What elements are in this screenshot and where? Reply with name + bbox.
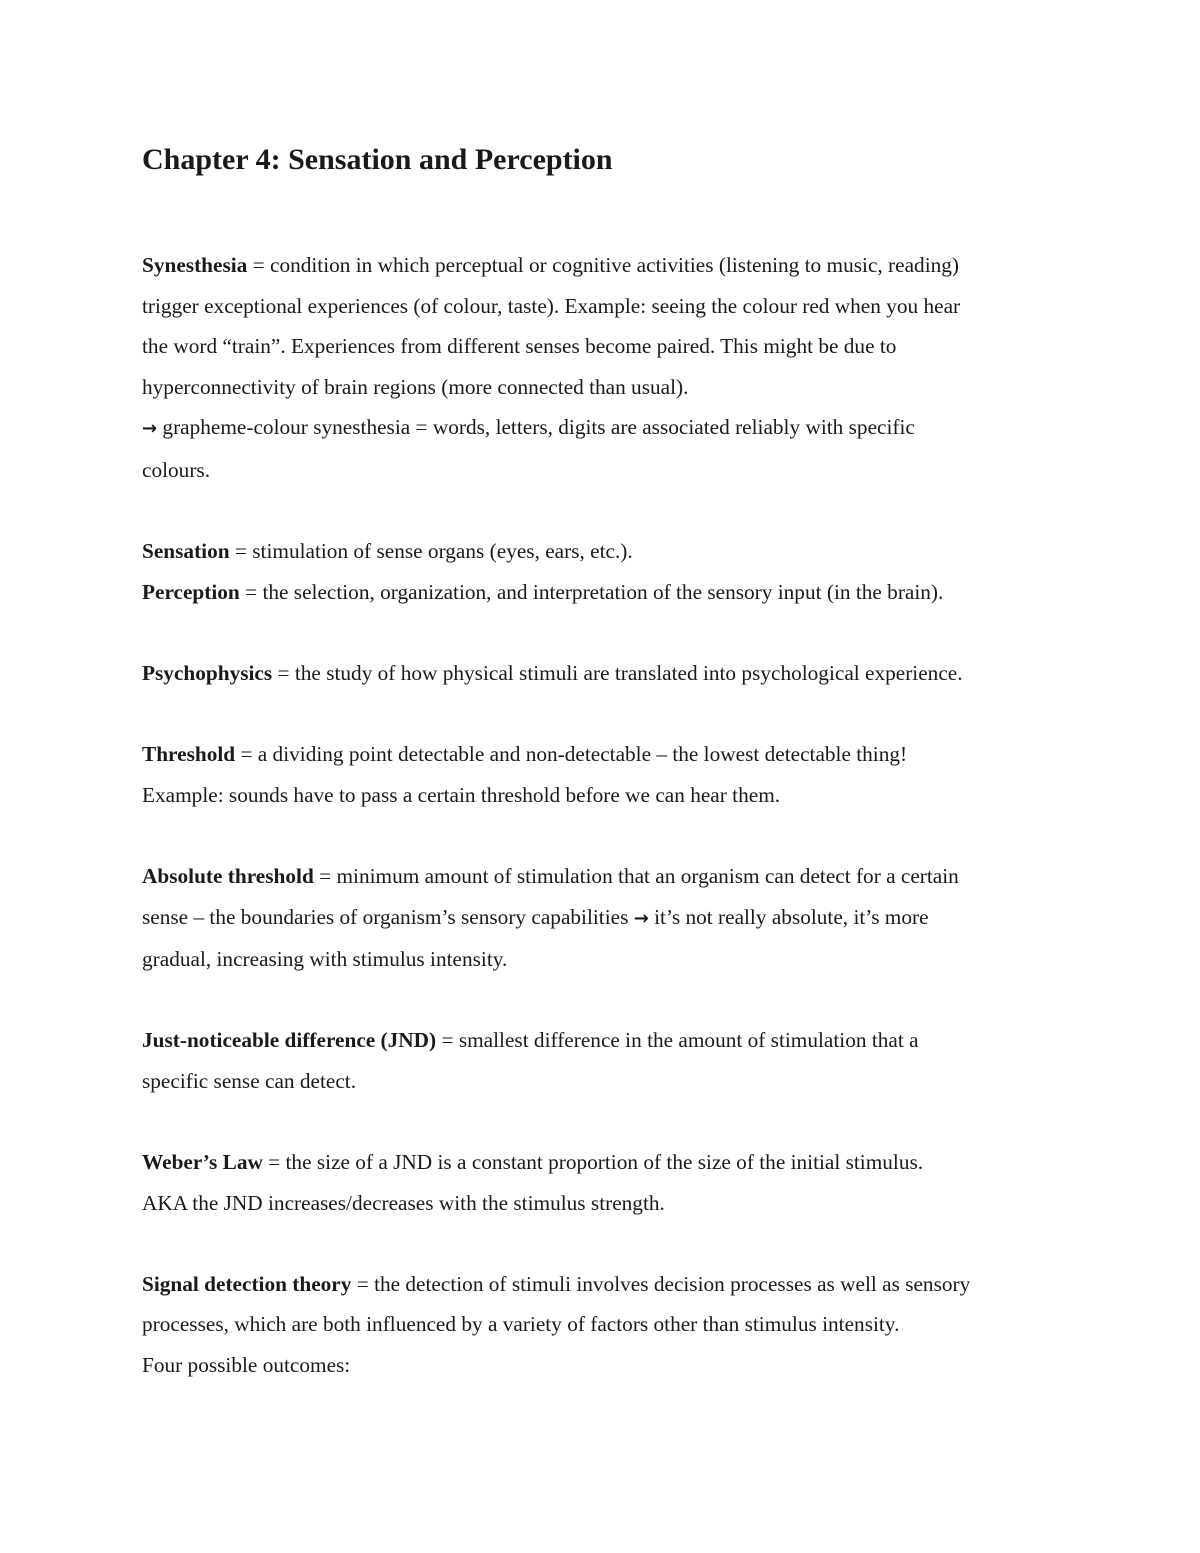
definition-text: sense – the boundaries of organism’s sensory capabilities <box>142 904 634 929</box>
webers-law-paragraph <box>142 1142 1072 1223</box>
chapter-title: Chapter 4: Sensation and Perception <box>142 143 613 176</box>
document-body <box>142 245 1072 1426</box>
definition-text: = the size of a JND is a constant proportion of the size of the initial stimulus. <box>262 1150 924 1175</box>
text-line <box>142 1264 1072 1305</box>
text-line: colours. <box>142 457 211 482</box>
term-signal-detection-theory: Signal detection theory <box>142 1271 352 1296</box>
text-line: processes, which are both influenced by a variety of factors other than stimulus intensity. <box>142 1312 900 1337</box>
text-line: Four possible outcomes: <box>142 1353 351 1378</box>
definition-text: = smallest difference in the amount of stimulation that a <box>436 1028 919 1053</box>
definition-text: = a dividing point detectable and non-detectable – the lowest detectable thing! <box>235 742 908 767</box>
signal-detection-paragraph <box>142 1264 1072 1386</box>
text-line <box>142 1142 1072 1183</box>
text-line <box>142 856 1072 897</box>
text-line <box>142 1020 1072 1061</box>
text-line <box>142 531 1072 572</box>
synesthesia-paragraph <box>142 245 1072 491</box>
term-absolute-threshold: Absolute threshold <box>142 863 314 888</box>
text-line: the word “train”. Experiences from different senses become paired. This might be due to <box>142 334 897 359</box>
definition-text: = condition in which perceptual or cognitive activities (listening to music, reading) <box>247 253 959 277</box>
text-line <box>142 734 1072 775</box>
jnd-paragraph <box>142 1020 1072 1101</box>
subpoint-text: grapheme-colour synesthesia = words, letters, digits are associated reliably with specific <box>157 415 915 440</box>
definition-text: = minimum amount of stimulation that an organism can detect for a certain <box>313 863 959 888</box>
text-line: gradual, increasing with stimulus intensity. <box>142 947 508 972</box>
text-line: hyperconnectivity of brain regions (more connected than usual). <box>142 374 689 399</box>
term-threshold: Threshold <box>142 742 236 767</box>
definition-text: = the detection of stimuli involves decision processes as well as sensory <box>351 1271 971 1296</box>
definition-text: = the selection, organization, and interpretation of the sensory input (in the brain). <box>239 579 944 604</box>
text-line: AKA the JND increases/decreases with the stimulus strength. <box>142 1190 665 1215</box>
text-line <box>142 897 1072 940</box>
text-line <box>142 653 1072 694</box>
text-line <box>142 407 1072 450</box>
psychophysics-paragraph <box>142 653 1072 694</box>
absolute-threshold-paragraph <box>142 856 1072 980</box>
text-line: Example: sounds have to pass a certain threshold before we can hear them. <box>142 782 781 807</box>
text-line: trigger exceptional experiences (of colour, taste). Example: seeing the colour red when you hear <box>142 293 961 318</box>
text-line <box>142 572 1072 613</box>
sensation-perception-paragraph <box>142 531 1072 612</box>
definition-text: it’s not really absolute, it’s more <box>648 904 929 929</box>
arrow-right-icon: → <box>633 907 649 929</box>
text-line <box>142 245 1072 286</box>
term-psychophysics: Psychophysics <box>142 660 273 685</box>
term-webers-law: Weber’s Law <box>142 1150 263 1175</box>
definition-text: = the study of how physical stimuli are translated into psychological experience. <box>272 660 963 685</box>
term-perception: Perception <box>142 579 240 604</box>
term-synesthesia: Synesthesia <box>142 253 248 277</box>
term-sensation: Sensation <box>142 539 230 564</box>
text-line: specific sense can detect. <box>142 1068 357 1093</box>
definition-text: = stimulation of sense organs (eyes, ears, etc.). <box>229 539 633 564</box>
arrow-right-icon: → <box>142 418 158 440</box>
threshold-paragraph <box>142 734 1072 815</box>
term-jnd: Just-noticeable difference (JND) <box>142 1028 437 1053</box>
